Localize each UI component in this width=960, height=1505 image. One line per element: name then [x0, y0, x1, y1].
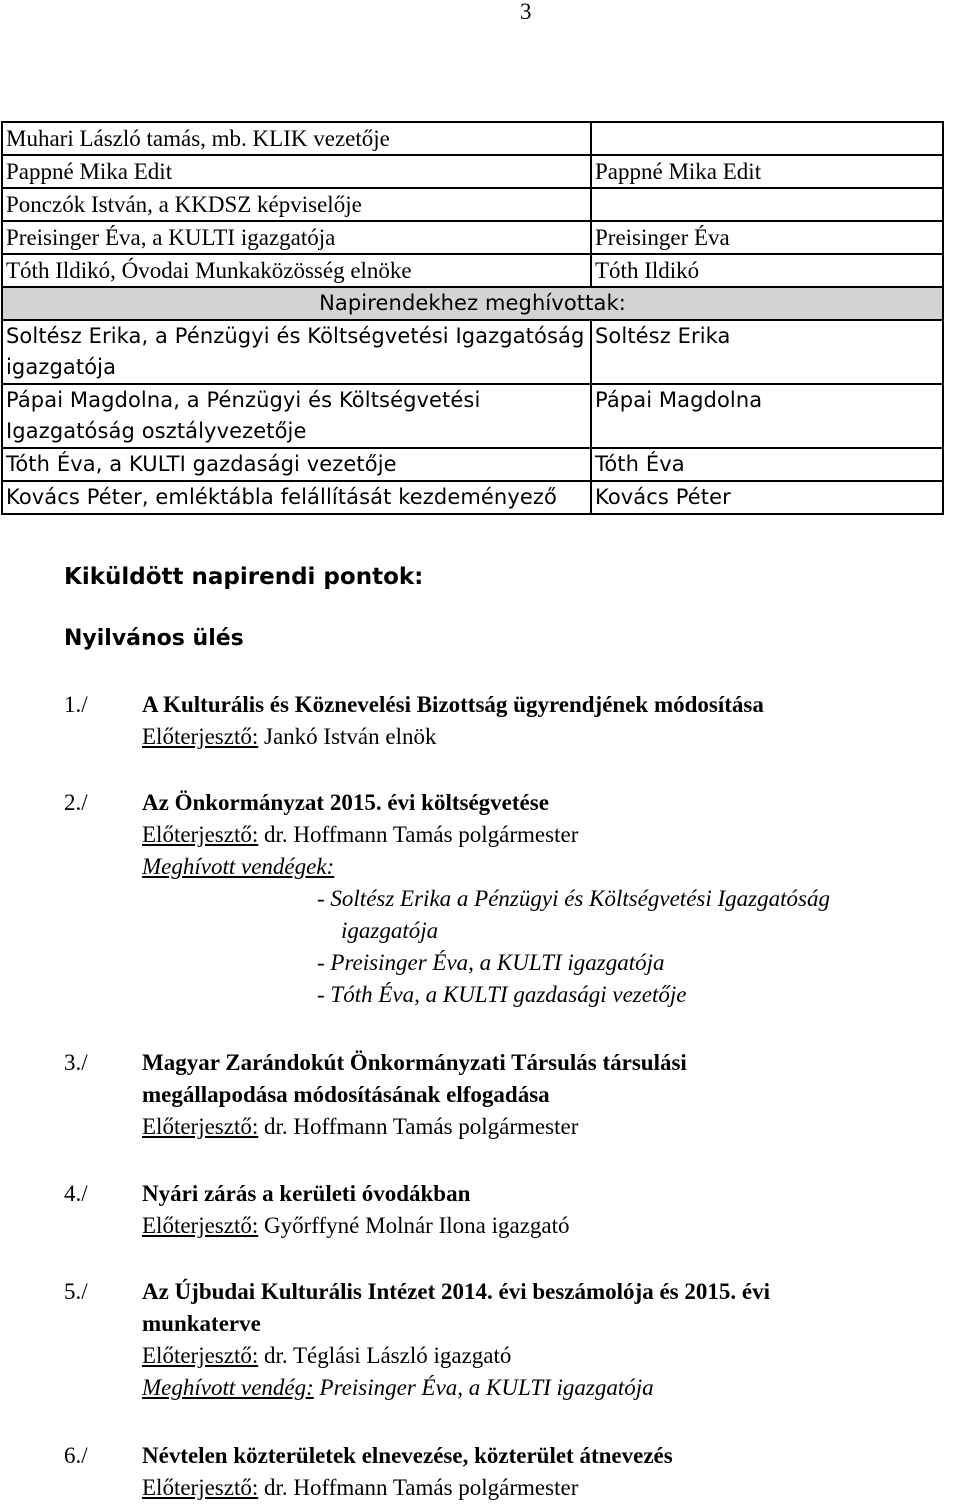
attendee-signature: Tóth Ildikó — [591, 254, 943, 287]
item-title: Az Önkormányzat 2015. évi költségvetése — [142, 790, 549, 815]
presenter-label: Előterjesztő: — [142, 822, 259, 847]
guest-entry-continuation: igazgatója — [341, 918, 439, 943]
table-row — [2, 320, 943, 384]
guest-name: Preisinger Éva, a KULTI igazgatója — [319, 1375, 654, 1400]
table-row — [2, 254, 943, 287]
agenda-item-1 — [64, 689, 960, 753]
guest-list — [317, 883, 960, 1011]
attendee-signature — [591, 122, 943, 155]
table-row — [2, 188, 943, 221]
item-title-continuation: megállapodása módosításának elfogadása — [142, 1082, 550, 1107]
item-number: 1./ — [64, 692, 88, 717]
agenda-heading: Kiküldött napirendi pontok: — [64, 564, 424, 590]
presenter-line — [142, 1472, 960, 1504]
invitee-name: Kovács Péter, emléktábla felállítását kezdeményező — [2, 481, 591, 514]
invitee-signature: Tóth Éva — [591, 448, 943, 481]
presenter-line — [142, 1111, 960, 1143]
invited-section-header: Napirendekhez meghívottak: — [2, 287, 943, 320]
guest-line — [142, 1372, 960, 1404]
guest-entry: - Preisinger Éva, a KULTI igazgatója — [317, 950, 665, 975]
guest-label: Meghívott vendég: — [142, 1375, 314, 1400]
item-number: 5./ — [64, 1279, 88, 1304]
presenter-label: Előterjesztő: — [142, 1213, 259, 1238]
presenter-line — [142, 721, 960, 753]
table-row — [2, 122, 943, 155]
invitee-name: Tóth Éva, a KULTI gazdasági vezetője — [2, 448, 591, 481]
item-title: Magyar Zarándokút Önkormányzati Társulás társulási — [142, 1050, 687, 1075]
table-row — [2, 448, 943, 481]
presenter-label: Előterjesztő: — [142, 1343, 259, 1368]
item-title: Nyári zárás a kerületi óvodákban — [142, 1181, 471, 1206]
presenter-name: Jankó István elnök — [264, 724, 437, 749]
attendee-name: Preisinger Éva, a KULTI igazgatója — [2, 221, 591, 254]
presenter-label: Előterjesztő: — [142, 724, 259, 749]
presenter-name: Győrffyné Molnár Ilona igazgató — [264, 1213, 570, 1238]
invitee-signature: Soltész Erika — [591, 320, 943, 384]
item-title: Névtelen közterületek elnevezése, közterület átnevezés — [142, 1443, 673, 1468]
presenter-line — [142, 819, 960, 851]
invitee-name: Soltész Erika, a Pénzügyi és Költségvetési Igazgatóság igazgatója — [2, 320, 591, 384]
table-row — [2, 384, 943, 448]
item-title: A Kulturális és Köznevelési Bizottság ügyrendjének módosítása — [142, 692, 764, 717]
table-row — [2, 155, 943, 188]
item-number: 4./ — [64, 1181, 88, 1206]
presenter-line — [142, 1340, 960, 1372]
invitee-name: Pápai Magdolna, a Pénzügyi és Költségvetési Igazgatóság osztályvezetője — [2, 384, 591, 448]
attendee-name: Ponczók István, a KKDSZ képviselője — [2, 188, 591, 221]
guest-entry: - Soltész Erika a Pénzügyi és Költségvetési Igazgatóság — [317, 886, 830, 911]
presenter-name: dr. Hoffmann Tamás polgármester — [264, 1114, 579, 1139]
attendee-name: Pappné Mika Edit — [2, 155, 591, 188]
public-session-heading: Nyilvános ülés — [64, 626, 244, 651]
item-title: Az Újbudai Kulturális Intézet 2014. évi beszámolója és 2015. évi — [142, 1279, 770, 1304]
attendee-signature — [591, 188, 943, 221]
table-row — [2, 481, 943, 514]
invitee-signature: Kovács Péter — [591, 481, 943, 514]
agenda-item-3 — [64, 1047, 960, 1143]
guest-entry: - Tóth Éva, a KULTI gazdasági vezetője — [317, 982, 687, 1007]
agenda-item-6 — [64, 1440, 960, 1504]
presenter-name: dr. Téglási László igazgató — [264, 1343, 512, 1368]
section-header-row — [2, 287, 943, 320]
presenter-name: dr. Hoffmann Tamás polgármester — [264, 1475, 579, 1500]
attendee-name: Muhari László tamás, mb. KLIK vezetője — [2, 122, 591, 155]
presenter-label: Előterjesztő: — [142, 1114, 259, 1139]
item-number: 3./ — [64, 1050, 88, 1075]
invitee-signature: Pápai Magdolna — [591, 384, 943, 448]
item-number: 2./ — [64, 790, 88, 815]
attendee-signature: Preisinger Éva — [591, 221, 943, 254]
attendee-name: Tóth Ildikó, Óvodai Munkaközösség elnöke — [2, 254, 591, 287]
item-number: 6./ — [64, 1443, 88, 1468]
agenda-item-5 — [64, 1276, 960, 1404]
table-row — [2, 221, 943, 254]
guests-label: Meghívott vendégek: — [142, 854, 335, 879]
agenda-item-4 — [64, 1178, 960, 1242]
presenter-label: Előterjesztő: — [142, 1475, 259, 1500]
presenter-line — [142, 1210, 960, 1242]
attendee-signature: Pappné Mika Edit — [591, 155, 943, 188]
agenda-item-2 — [64, 787, 960, 1011]
attendees-table — [1, 121, 944, 515]
item-title-continuation: munkaterve — [142, 1311, 261, 1336]
presenter-name: dr. Hoffmann Tamás polgármester — [264, 822, 579, 847]
page-number: 3 — [520, 0, 532, 24]
